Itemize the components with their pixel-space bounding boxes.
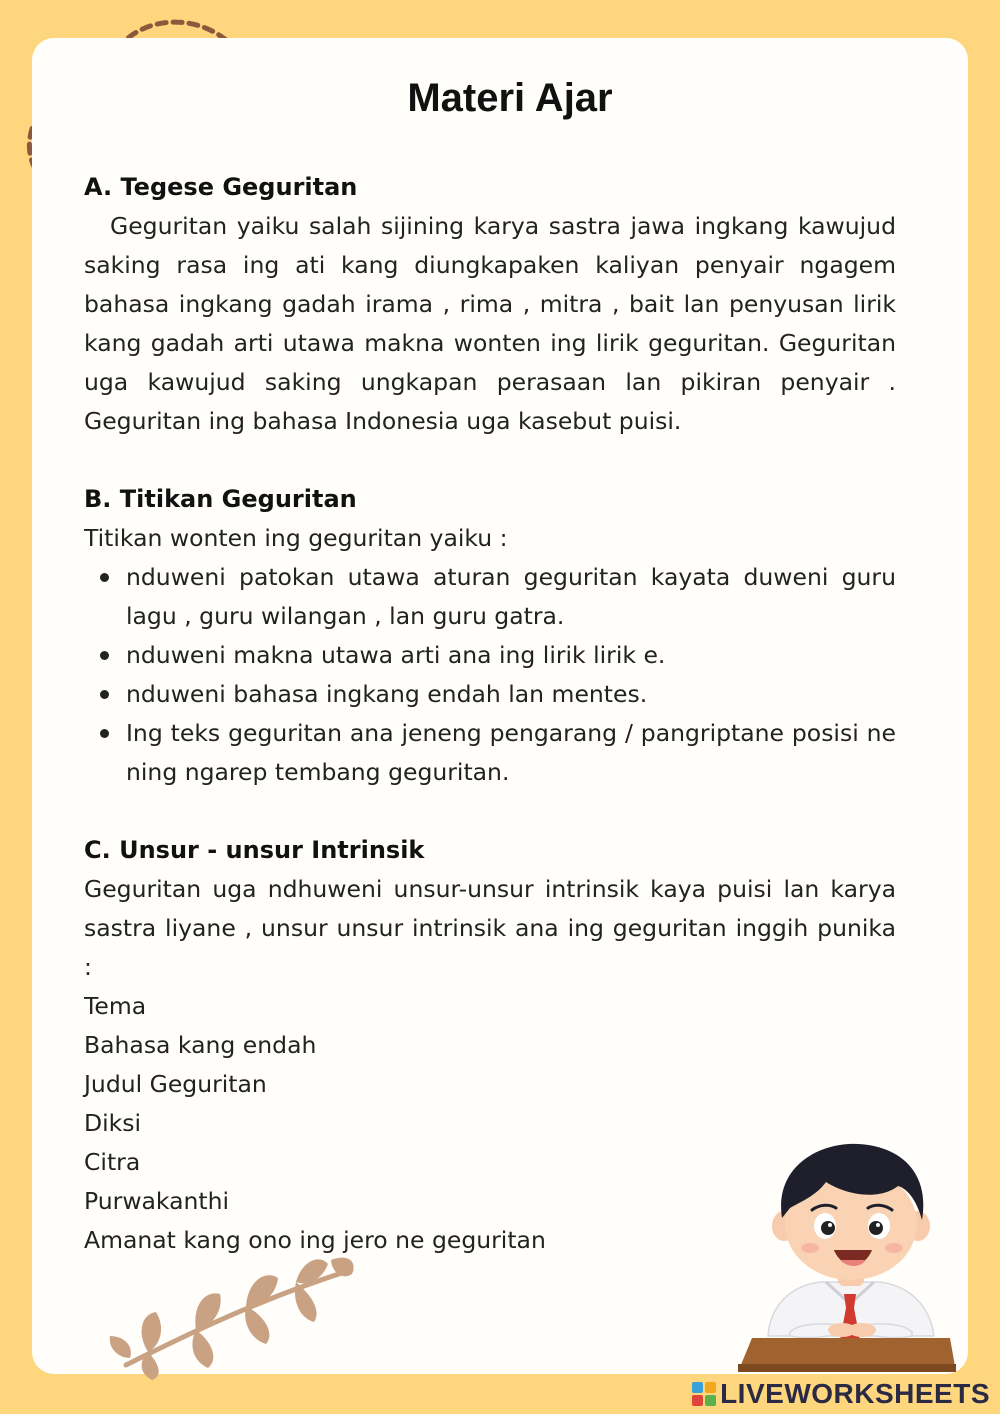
list-item: Ing teks geguritan ana jeneng pengarang / pangriptane posisi ne ning ngarep tembang geguritan. <box>126 714 896 792</box>
section-b-intro: Titikan wonten ing geguritan yaiku : <box>84 524 508 552</box>
list-item: nduweni makna utawa arti ana ing lirik lirik e. <box>126 636 896 675</box>
list-item: Amanat kang ono ing jero ne geguritan <box>84 1226 546 1254</box>
section-a-heading: A. Tegese Geguritan <box>84 173 358 201</box>
liveworksheets-brand <box>692 1378 990 1410</box>
leaf-branch-icon <box>96 1240 366 1380</box>
section-c-heading: C. Unsur - unsur Intrinsik <box>84 836 425 864</box>
student-boy-illustration <box>730 1136 970 1376</box>
list-item: nduweni bahasa ingkang endah lan mentes. <box>126 675 896 714</box>
list-item: Judul Geguritan <box>84 1070 267 1098</box>
section-b-bullet-list <box>84 558 896 792</box>
section-b-heading: B. Titikan Geguritan <box>84 485 357 513</box>
list-item: Diksi <box>84 1109 142 1137</box>
page-title: Materi Ajar <box>407 76 613 120</box>
list-item: Citra <box>84 1148 141 1176</box>
section-a-paragraph: Geguritan yaiku salah sijining karya sastra jawa ingkang kawujud saking rasa ing ati kang diungkapaken kaliyan penyair ngagem bahasa ingkang gadah irama , rima , mitra , bait lan penyusan lirik kang gadah arti utawa makna wonten ing lirik geguritan. Geguritan uga kawujud saking ungkapan perasaan lan pikiran penyair . Geguritan ing bahasa Indonesia uga kasebut puisi. <box>84 212 896 435</box>
section-c-intro: Geguritan uga ndhuweni unsur-unsur intrinsik kaya puisi lan karya sastra liyane , unsur unsur intrinsik ana ing geguritan inggih punika : <box>84 875 896 981</box>
content-body <box>84 168 896 1260</box>
list-item: Purwakanthi <box>84 1187 230 1215</box>
list-item: Bahasa kang endah <box>84 1031 317 1059</box>
list-item: Tema <box>84 992 147 1020</box>
list-item: nduweni patokan utawa aturan geguritan kayata duweni guru lagu , guru wilangan , lan guru gatra. <box>126 558 896 636</box>
liveworksheets-wordmark: LIVEWORKSHEETS <box>720 1378 990 1409</box>
liveworksheets-logo-icon <box>692 1382 716 1406</box>
